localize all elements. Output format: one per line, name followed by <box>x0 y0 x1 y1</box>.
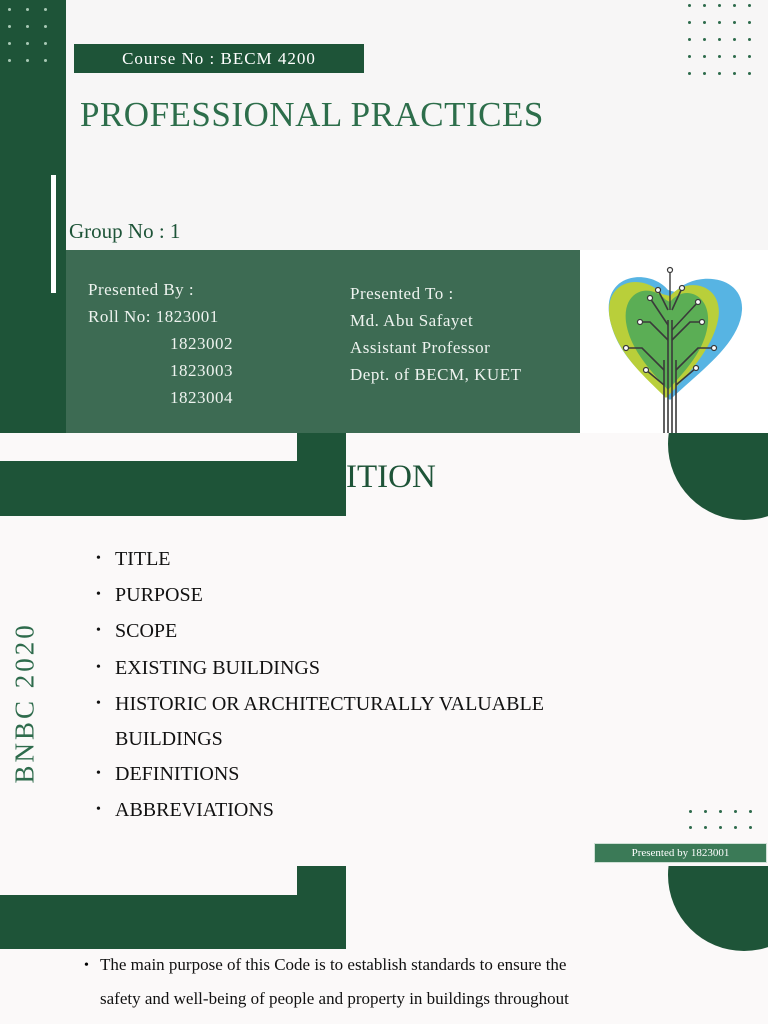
slide-heading: ITION <box>346 459 436 495</box>
bullet-icon: • <box>96 696 101 711</box>
header-green-step <box>297 433 346 461</box>
list-item: • EXISTING BUILDINGS <box>96 657 320 679</box>
paragraph-line: safety and well-being of people and property in buildings throughout <box>100 989 569 1008</box>
list-item: • TITLE <box>96 548 171 570</box>
vertical-side-label: BNBC 2020 <box>9 622 40 784</box>
paragraph-line: The main purpose of this Code is to establish standards to ensure the <box>100 955 567 974</box>
presenter-name: Md. Abu Safayet <box>350 311 474 330</box>
list-item: • PURPOSE <box>96 584 203 606</box>
white-accent-line <box>51 175 56 293</box>
bullet-icon: • <box>96 766 101 781</box>
slide-title: PROFESSIONAL PRACTICES <box>80 95 544 134</box>
presenter-department: Dept. of BECM, KUET <box>350 365 522 384</box>
bullet-icon: • <box>96 660 101 675</box>
dot-pattern-top-right <box>688 4 763 89</box>
corner-circle-decoration <box>668 866 768 951</box>
course-number-badge: Course No : BECM 4200 <box>74 44 364 73</box>
bullet-icon: • <box>96 551 101 566</box>
list-item-continuation: BUILDINGS <box>115 728 223 750</box>
list-item: • HISTORIC OR ARCHITECTURALLY VALUABLE <box>96 693 544 715</box>
list-item: • SCOPE <box>96 620 178 642</box>
presenter-designation: Assistant Professor <box>350 338 491 357</box>
roll-number: 1823003 <box>170 361 233 380</box>
list-item: • DEFINITIONS <box>96 763 240 785</box>
header-green-step <box>297 866 346 895</box>
dot-pattern-top-left <box>8 8 62 76</box>
list-item: • ABBREVIATIONS <box>96 799 274 821</box>
header-white-block <box>0 433 297 461</box>
presented-to-heading: Presented To : <box>350 284 454 303</box>
bullet-icon: • <box>96 623 101 638</box>
presenter-info-box <box>66 250 580 433</box>
tree-heart-circuit-icon <box>580 250 768 433</box>
presented-by-tag: Presented by 1823001 <box>594 843 767 863</box>
group-number: Group No : 1 <box>69 219 181 243</box>
corner-circle-decoration <box>668 433 768 520</box>
presented-by-heading: Presented By : <box>88 280 195 299</box>
bullet-icon: • <box>96 587 101 602</box>
bullet-icon: • <box>84 958 89 973</box>
bullet-icon: • <box>96 802 101 817</box>
roll-number-label: Roll No: 1823001 <box>88 307 219 326</box>
roll-number: 1823004 <box>170 388 233 407</box>
dot-pattern-bottom-right <box>689 810 764 842</box>
logo-panel <box>580 250 768 433</box>
slide-1 <box>0 0 768 433</box>
slide-3 <box>0 866 768 1024</box>
roll-number: 1823002 <box>170 334 233 353</box>
header-green-block <box>0 461 346 516</box>
header-green-block <box>0 895 346 949</box>
